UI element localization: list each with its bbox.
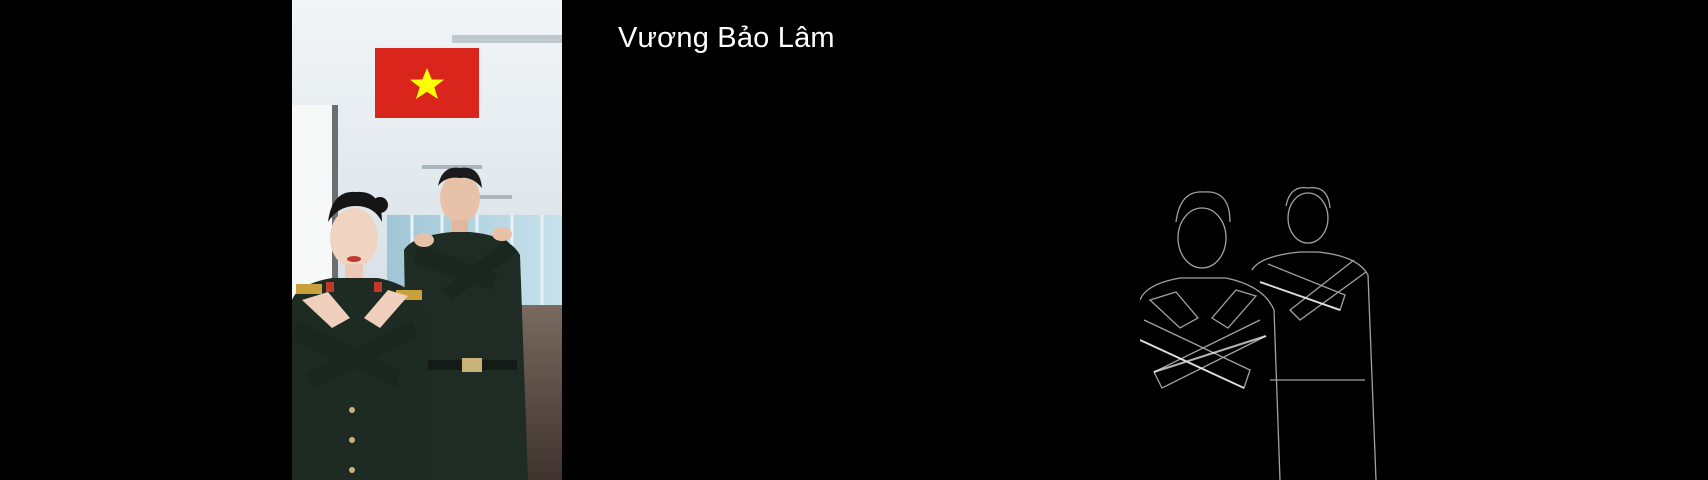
vietnam-flag-icon [375, 48, 479, 118]
caption-text: Vương Bảo Lâm [618, 22, 835, 54]
edge-scene [1140, 0, 1450, 480]
edge-detection-frame [1140, 0, 1450, 480]
video-frame-photo [292, 0, 562, 480]
photo-scene [292, 0, 562, 480]
